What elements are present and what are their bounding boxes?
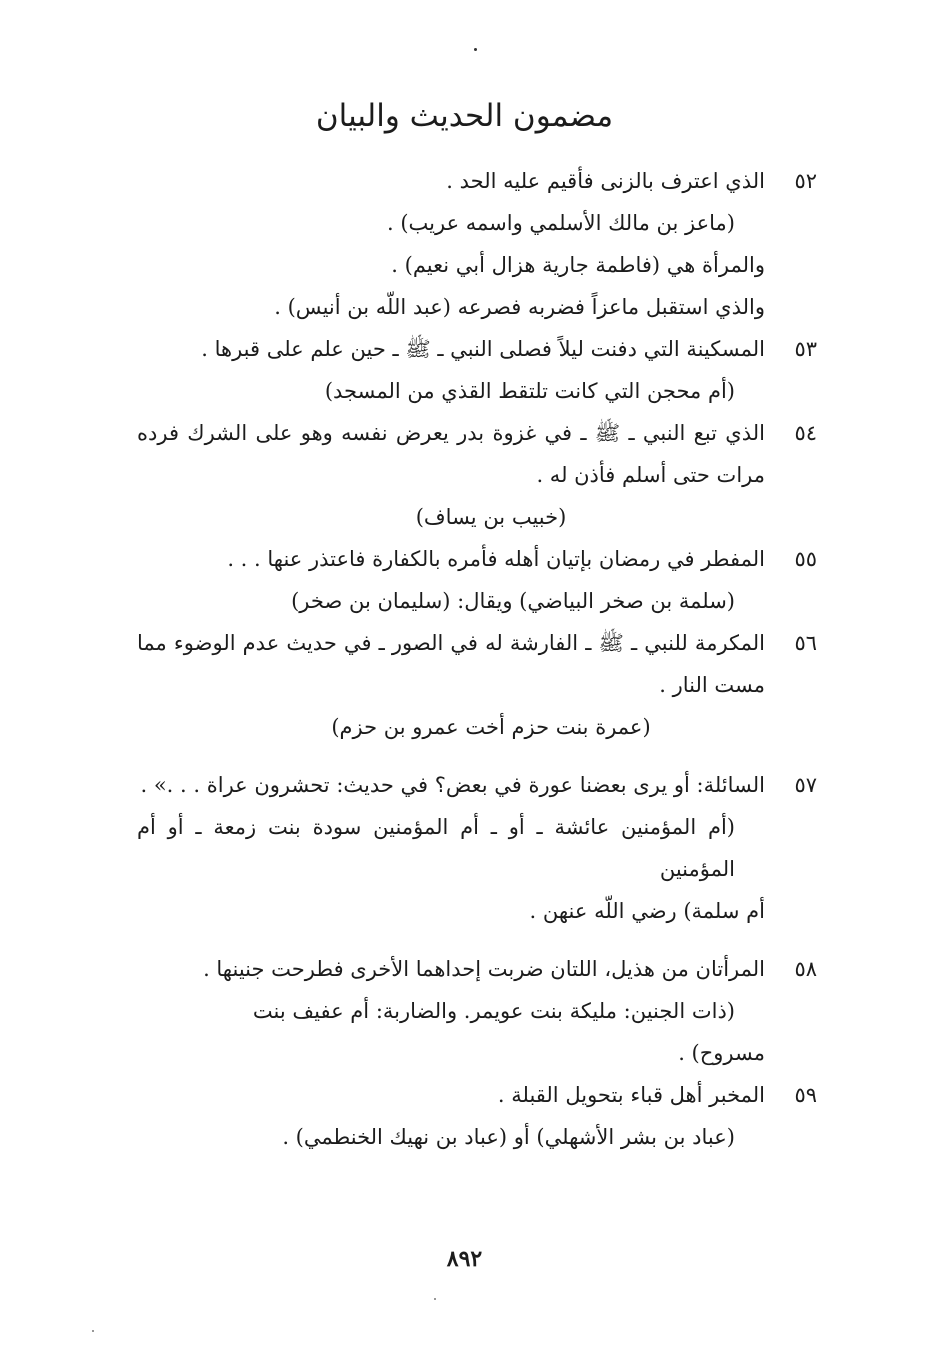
- entry-text: المسكينة التي دفنت ليلاً فصلى النبي ـ ﷺ ـ حين علم على قبرها .: [201, 337, 765, 361]
- entry-note: (خبيب بن يساف): [415, 505, 567, 529]
- entry-number: ٥٣: [794, 337, 817, 361]
- entry-57: [137, 764, 817, 932]
- entry-text: الذي اعترف بالزنى فأقيم عليه الحد .: [446, 169, 765, 193]
- entry-55: [137, 538, 817, 622]
- entry-note: (عمرة بنت حزم أخت عمرو بن حزم): [331, 715, 651, 739]
- top-speck: [474, 48, 477, 51]
- entry-number: ٥٧: [794, 773, 817, 797]
- entry-number: ٥٢: [794, 169, 817, 193]
- spacer: [137, 748, 817, 764]
- entry-note: (أم المؤمنين عائشة ـ أو ـ أم المؤمنين سودة بنت زمعة ـ أو أم المؤمنين: [137, 815, 735, 881]
- entry-58: [137, 948, 817, 1074]
- entry-note: (أم محجن التي كانت تلتقط القذي من المسجد): [324, 379, 735, 403]
- entry-note: مسروح) .: [678, 1041, 765, 1065]
- running-head: مضمون الحديث والبيان: [315, 98, 614, 134]
- entry-text: المفطر في رمضان بإتيان أهله فأمره بالكفارة فاعتذر عنها . . .: [227, 547, 765, 571]
- entry-number: ٥٦: [794, 631, 817, 655]
- entry-note: (عباد بن بشر الأشهلي) أو (عباد بن نهيك الخنطمي) .: [282, 1125, 735, 1149]
- entry-note: والمرأة هي (فاطمة جارية هزال أبي نعيم) .: [391, 253, 765, 277]
- entry-number: ٥٥: [794, 547, 817, 571]
- entries-list: [137, 160, 817, 1158]
- entry-52: [137, 160, 817, 328]
- entry-note: (ماعز بن مالك الأسلمي واسمه عريب) .: [386, 211, 735, 235]
- entry-text: المرأتان من هذيل، اللتان ضربت إحداهما الأخرى فطرحت جنينها .: [203, 957, 765, 981]
- entry-text: السائلة: أو يرى بعضنا عورة في بعض؟ في حديث: تحشرون عراة . . .» .: [140, 773, 765, 797]
- entry-text: الذي تبع النبي ـ ﷺ ـ في غزوة بدر يعرض نفسه وهو على الشرك فرده مرات حتى أسلم فأذن له .: [137, 421, 765, 487]
- page-number: ٨٩٢: [446, 1246, 483, 1272]
- entry-note: أم سلمة) رضي اللّه عنهن .: [529, 899, 765, 923]
- entry-54: [137, 412, 817, 538]
- entry-number: ٥٩: [794, 1083, 817, 1107]
- entry-text: المخبر أهل قباء بتحويل القبلة .: [497, 1083, 765, 1107]
- entry-number: ٥٨: [794, 957, 817, 981]
- entry-note: (سلمة بن صخر البياضي) ويقال: (سليمان بن صخر): [291, 589, 735, 613]
- entry-53: [137, 328, 817, 412]
- entry-text: المكرمة للنبي ـ ﷺ ـ الفارشة له في الصور ـ في حديث عدم الوضوء مما مست النار .: [137, 631, 765, 697]
- entry-note: والذي استقبل ماعزاً فضربه فصرعه (عبد اللّه بن أنيس) .: [274, 295, 765, 319]
- entry-note: (ذات الجنين: مليكة بنت عويمر. والضاربة: أم عفيف بنت: [252, 999, 735, 1023]
- spacer: [137, 932, 817, 948]
- entry-number: ٥٤: [794, 421, 817, 445]
- entry-59: [137, 1074, 817, 1158]
- scan-speck: [434, 1298, 436, 1300]
- scan-speck: [92, 1330, 94, 1332]
- entry-56: [137, 622, 817, 748]
